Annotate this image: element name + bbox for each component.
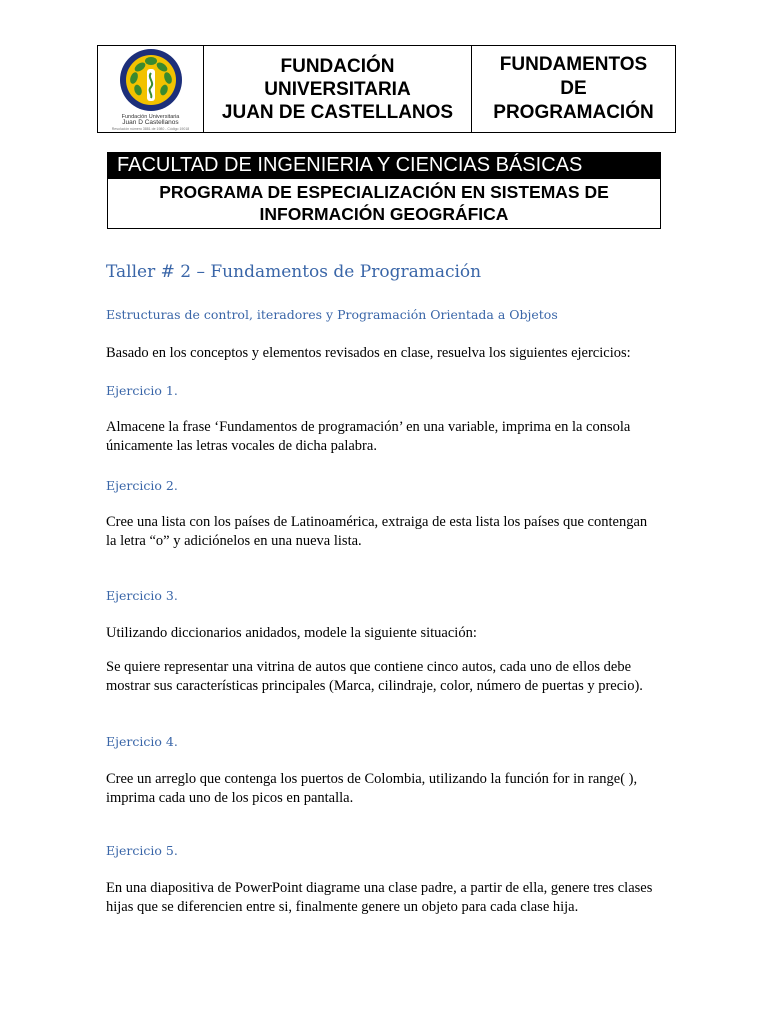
- text-line: Cree una lista con los países de Latinoamérica, extraiga de esta lista los países que contengan: [106, 514, 648, 530]
- text-line: Se quiere representar una vitrina de autos que contiene cinco autos, cada uno de ellos debe: [106, 659, 632, 675]
- exercise-3-text-1: [106, 624, 666, 643]
- text-line: Utilizando diccionarios anidados, modele la siguiente situación:: [106, 625, 477, 641]
- course-line: FUNDAMENTOS: [499, 54, 648, 75]
- exercise-2-text: [106, 513, 666, 550]
- exercise-3-heading: Ejercicio 3.: [106, 588, 178, 603]
- logo-cell: [98, 46, 204, 132]
- university-logo: [118, 47, 184, 113]
- logo-caption-line2: Juan D Castellanos: [122, 118, 179, 126]
- exercise-5-text: [106, 879, 666, 916]
- logo-caption: [112, 114, 189, 132]
- institution-line: UNIVERSITARIA: [264, 78, 411, 100]
- exercise-5-heading: Ejercicio 5.: [106, 843, 178, 858]
- logo-caption-line3: Resolución número 3881 de 1980 - Código 19018: [111, 126, 190, 131]
- text-line: la letra “o” y adiciónelos en una nueva lista.: [106, 532, 362, 549]
- text-line: hijas que se diferencien entre si, finalmente genere un objeto para cada clase hija.: [106, 898, 579, 915]
- text-line: Cree un arreglo que contenga los puertos de Colombia, utilizando la función for in range( ),: [106, 771, 638, 787]
- text-line: únicamente las letras vocales de dicha palabra.: [106, 437, 377, 454]
- text-line: Almacene la frase ‘Fundamentos de programación’ en una variable, imprima en la consola: [106, 419, 631, 435]
- document-subtitle: Estructuras de control, iteradores y Programación Orientada a Objetos: [106, 307, 558, 322]
- course-line: PROGRAMACIÓN: [493, 102, 654, 123]
- institution-name: [204, 46, 472, 132]
- text-line: mostrar sus características principales (Marca, cilindraje, color, número de puertas y precio).: [106, 677, 643, 694]
- exercise-1-heading: Ejercicio 1.: [106, 383, 178, 398]
- course-line: DE: [560, 78, 587, 99]
- document-title: Taller # 2 – Fundamentos de Programación: [106, 262, 482, 282]
- program-line: INFORMACIÓN GEOGRÁFICA: [259, 204, 509, 224]
- program-line: PROGRAMA DE ESPECIALIZACIÓN EN SISTEMAS DE: [159, 182, 609, 202]
- institution-line: FUNDACIÓN: [280, 55, 395, 77]
- exercise-2-heading: Ejercicio 2.: [106, 478, 178, 493]
- institution-line: JUAN DE CASTELLANOS: [221, 101, 454, 123]
- course-name: [472, 46, 675, 132]
- exercise-4-heading: Ejercicio 4.: [106, 734, 178, 749]
- faculty-bar: FACULTAD DE INGENIERIA Y CIENCIAS BÁSICAS: [107, 152, 661, 179]
- exercise-4-text: [106, 770, 666, 807]
- text-line: En una diapositiva de PowerPoint diagrame una clase padre, a partir de ella, genere tres clases: [106, 880, 653, 896]
- exercise-1-text: [106, 418, 666, 455]
- text-line: imprima cada uno de los picos en pantalla.: [106, 789, 354, 806]
- exercise-3-text-2: [106, 658, 666, 695]
- logo-caption-line1: Fundación Universitaria: [121, 113, 180, 120]
- program-box: [107, 179, 661, 229]
- header-table: [97, 45, 676, 133]
- intro-paragraph: Basado en los conceptos y elementos revisados en clase, resuelva los siguientes ejercicios:: [106, 345, 631, 361]
